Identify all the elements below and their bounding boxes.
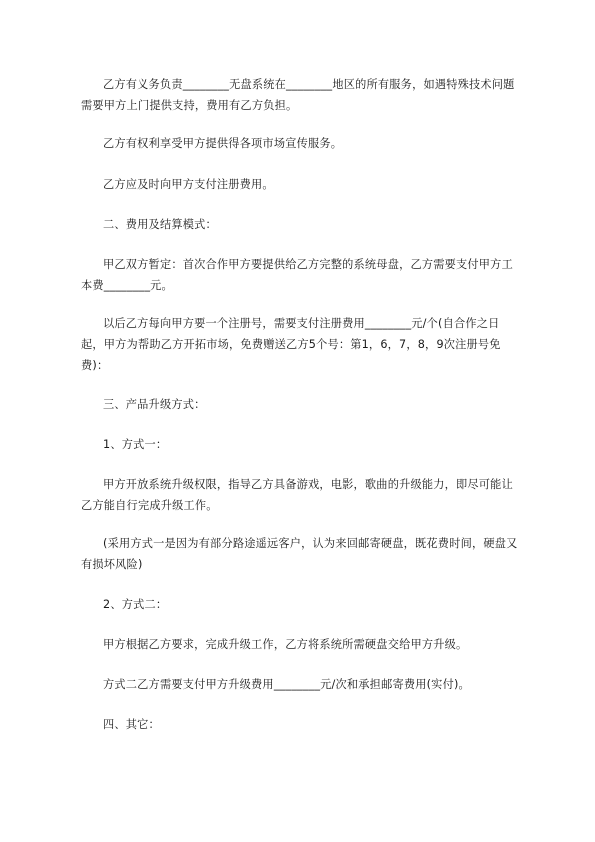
paragraph-registration-number: 以后乙方每向甲方要一个注册号，需要支付注册费用________元/个(自合作之日起，甲方为帮助乙方开拓市场，免费赠送乙方5个号：第1，6，7，8，9次注册号免费)： xyxy=(81,317,501,372)
paragraph-method-one-reason: (采用方式一是因为有部分路途遥远客户，认为来回邮寄硬盘，既花费时间，硬盘又有损坏风险) xyxy=(81,537,518,571)
paragraph-first-cooperation: 甲乙双方暂定：首次合作甲方要提供给乙方完整的系统母盘，乙方需要支付甲方工本费________元。 xyxy=(81,258,513,292)
subheading-method-one: 1、方式一： xyxy=(103,438,168,451)
section-heading-other: 四、其它： xyxy=(103,718,160,731)
paragraph-registration-fee: 乙方应及时向甲方支付注册费用。 xyxy=(103,178,274,191)
paragraph-method-one: 甲方开放系统升级权限，指导乙方具备游戏，电影，歌曲的升级能力，即尽可能让乙方能自行完成升级工作。 xyxy=(81,478,513,512)
paragraph-marketing-right: 乙方有权利享受甲方提供得各项市场宣传服务。 xyxy=(103,137,343,150)
section-heading-fees: 二、费用及结算模式： xyxy=(103,218,217,231)
section-heading-upgrade: 三、产品升级方式： xyxy=(103,398,206,411)
paragraph-service-obligation: 乙方有义务负责________无盘系统在________地区的所有服务，如遇特殊技术问题需要甲方上门提供支持，费用有乙方负担。 xyxy=(81,78,515,112)
paragraph-method-two: 甲方根据乙方要求，完成升级工作，乙方将系统所需硬盘交给甲方升级。 xyxy=(103,638,468,651)
subheading-method-two: 2、方式二： xyxy=(103,598,168,611)
paragraph-method-two-fee: 方式二乙方需要支付甲方升级费用________元/次和承担邮寄费用(实付)。 xyxy=(103,678,470,691)
